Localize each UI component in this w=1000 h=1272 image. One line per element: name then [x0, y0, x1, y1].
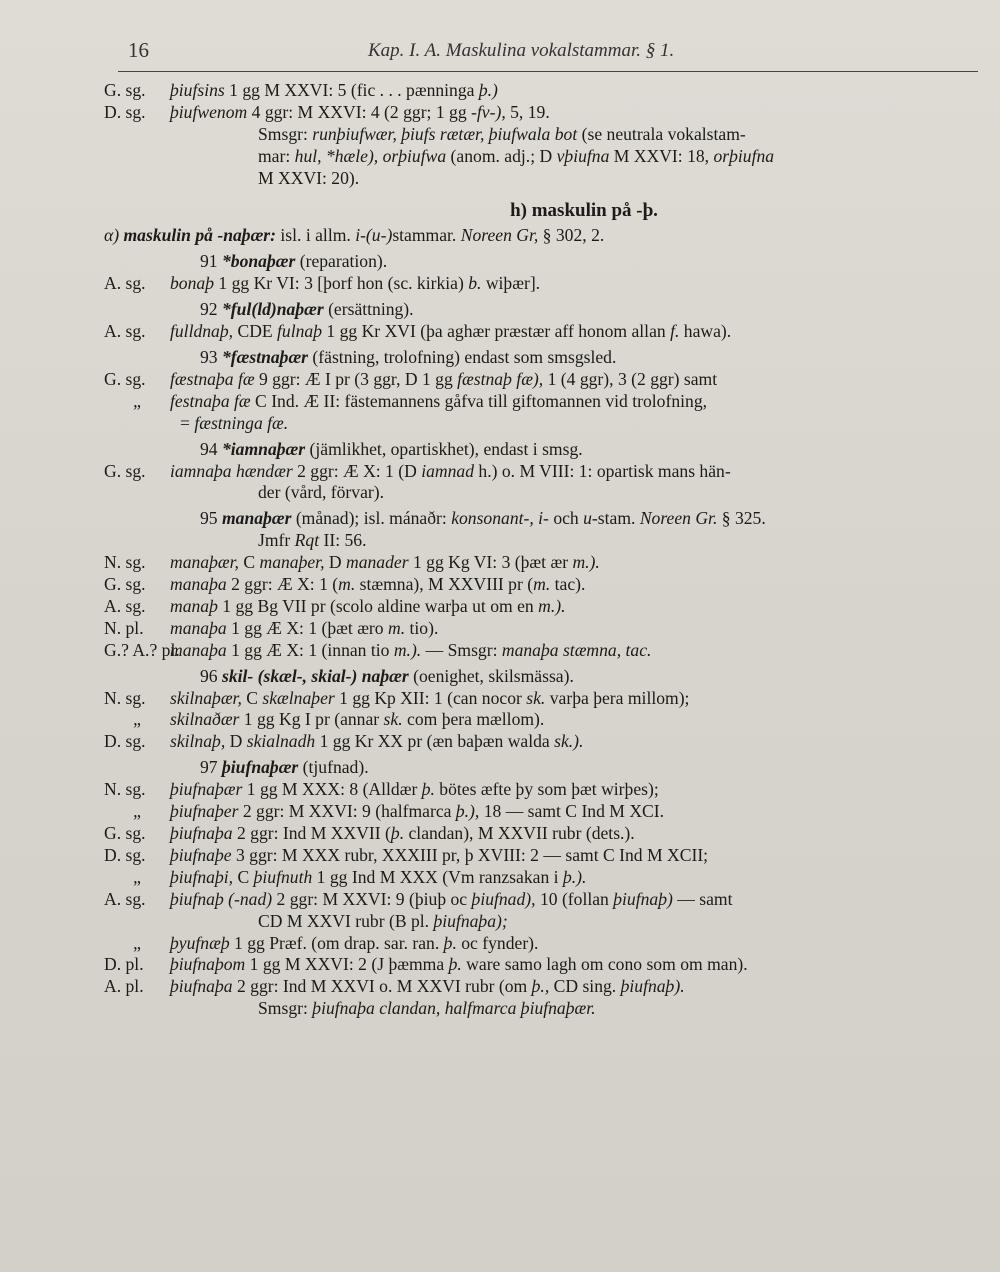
text-run: 1 (4 ggr), 3 (2 ggr) samt	[543, 368, 718, 389]
italic-form: b.	[468, 273, 482, 294]
text-run: C	[238, 552, 260, 573]
text-run: M XXVI: 18,	[609, 145, 714, 166]
section-heading: h) maskulin på -þ.	[510, 199, 658, 221]
text-line	[104, 251, 974, 273]
text-run: 1 gg M XXVI: 5 (fic . . . pænninga	[224, 80, 479, 100]
page-header	[118, 38, 978, 72]
italic-form: Noreen Gr.	[639, 508, 718, 529]
text-run: 92	[200, 299, 222, 320]
case-label: D. sg.	[104, 101, 146, 122]
text-run: 2 ggr: Æ X: 1 (D	[292, 460, 422, 481]
italic-form: fulldnaþ,	[170, 321, 234, 342]
italic-form: skialnadh	[246, 731, 316, 752]
text-run: M XXVI: 20).	[258, 167, 360, 188]
text-run: isl. i allm.	[276, 225, 356, 246]
headword: *fæstnaþær	[222, 346, 309, 367]
text-run: Smsgr:	[258, 123, 313, 144]
italic-form: hul, *hæle), orþiufwa	[294, 145, 447, 166]
text-line	[104, 369, 974, 391]
italic-form: sk.	[526, 687, 546, 708]
italic-form: þiufnad),	[471, 888, 536, 909]
text-run: 97	[200, 757, 222, 778]
text-line	[104, 273, 974, 295]
text-line	[104, 954, 974, 976]
italic-form: m.	[388, 617, 406, 638]
headword: manaþær	[222, 508, 292, 529]
italic-form: manaþer,	[259, 552, 325, 573]
italic-form: -fv-),	[471, 101, 506, 122]
case-label: G. sg.	[104, 574, 146, 595]
text-run: C	[241, 687, 263, 708]
italic-form: fæstninga fæ.	[194, 412, 289, 433]
text-run: 2 ggr: Ind M XXVI o. M XXVI rubr (om	[232, 976, 532, 997]
text-run: (se neutrala vokalstam-	[577, 123, 746, 144]
text-line	[104, 823, 974, 845]
italic-form: þiufnaþ).	[620, 976, 685, 997]
ditto-mark: „	[133, 801, 141, 822]
text-run: 94	[200, 438, 222, 459]
text-line	[104, 461, 974, 483]
text-run: (fästning, trolofning) endast som smsgsled.	[308, 346, 617, 367]
italic-form: Rqt	[294, 530, 320, 551]
italic-form: þ.	[443, 932, 457, 953]
text-run: II: 56.	[319, 530, 367, 551]
case-label: D. pl.	[104, 954, 144, 975]
italic-form: iamnad	[421, 460, 474, 481]
text-run: mar:	[258, 145, 295, 166]
case-label: N. sg.	[104, 552, 146, 573]
italic-form: þiufnaþa);	[433, 910, 508, 931]
text-run: (anom. adj.; D	[446, 145, 557, 166]
ditto-mark: „	[133, 932, 141, 953]
text-line	[104, 889, 974, 911]
text-line	[104, 933, 974, 955]
italic-form: runþiufwær, þiufs rætær, þiufwala bot	[312, 123, 578, 144]
text-run: oc fynder).	[456, 932, 539, 953]
text-line	[104, 976, 974, 998]
italic-form: manaþa	[170, 639, 227, 660]
italic-form: u	[583, 508, 592, 529]
text-line	[104, 391, 974, 413]
case-label: N. sg.	[104, 779, 146, 800]
text-line	[104, 439, 974, 461]
text-run: 91	[200, 251, 222, 272]
text-run: 9 ggr: Æ I pr (3 ggr, D 1 gg	[254, 368, 458, 389]
italic-form: skilnaþær,	[170, 687, 242, 708]
text-line	[104, 867, 974, 889]
italic-form: m.).	[538, 595, 566, 616]
case-label: G. sg.	[104, 460, 146, 481]
italic-form: konsonant-, i-	[451, 508, 549, 529]
text-line	[104, 80, 974, 102]
text-run: 1 gg Kr VI: 3 [þorf hon (sc. kirkia)	[213, 273, 469, 294]
text-line	[104, 552, 974, 574]
text-run: 93	[200, 346, 222, 367]
text-line	[104, 102, 974, 124]
text-run: D	[225, 731, 247, 752]
italic-form: þiufsins	[170, 80, 225, 100]
running-title: Kap. I. A. Maskulina vokalstammar. § 1.	[368, 40, 675, 61]
text-run: 1 gg Æ X: 1 (innan tio	[226, 639, 394, 660]
text-run: 1 gg Bg VII pr (scolo aldine warþa ut om en	[217, 595, 539, 616]
italic-form: skælnaþer	[262, 687, 335, 708]
text-run: 1 gg Kg I pr (annar	[239, 709, 384, 730]
text-run: 1 gg M XXX: 8 (Alldær	[242, 779, 422, 800]
text-run: 1 gg Kp XII: 1 (can nocor	[334, 687, 527, 708]
text-line	[104, 299, 974, 321]
italic-form: orþiufna	[713, 145, 775, 166]
case-label: N. pl.	[104, 617, 144, 638]
italic-form: þiufwenom	[170, 101, 248, 122]
italic-form: m.	[533, 574, 551, 595]
text-run: 95	[200, 508, 222, 529]
text-run: =	[180, 412, 195, 433]
italic-form: α)	[104, 225, 124, 246]
text-run: CD M XXVI rubr (B pl.	[258, 910, 434, 931]
text-line	[104, 709, 974, 731]
italic-form: þ.),	[455, 801, 480, 822]
text-line	[104, 618, 974, 640]
case-label: A. pl.	[104, 976, 144, 997]
italic-form: þiufnaþer	[170, 801, 239, 822]
case-label: N. sg.	[104, 687, 146, 708]
text-line	[104, 146, 974, 168]
text-run: stæmna), M XXVIII pr (	[355, 574, 534, 595]
italic-form: manaþ	[170, 595, 218, 616]
case-label: A. sg.	[104, 595, 146, 616]
italic-form: Noreen Gr,	[460, 225, 539, 246]
italic-form: þiufnaþa clandan, halfmarca þiufnaþær.	[312, 998, 596, 1019]
page-body	[104, 80, 974, 1020]
text-run: tio).	[405, 617, 439, 638]
text-line	[104, 998, 974, 1020]
italic-form: þ.	[390, 823, 405, 843]
case-label: G.? A.? pl.	[104, 639, 180, 660]
text-run: CDE	[233, 321, 278, 342]
text-run: hawa).	[679, 321, 732, 342]
text-run: 1 gg Kr XVI (þa aghær præstær aff honom allan	[322, 321, 671, 342]
text-run: 10 (follan	[535, 888, 614, 909]
text-run: tac).	[550, 574, 586, 595]
italic-form: þiufnuth	[253, 866, 313, 887]
case-label: G. sg.	[104, 823, 146, 843]
text-run: 2 ggr: M XXVI: 9 (halfmarca	[238, 801, 456, 822]
text-run: Smsgr:	[258, 998, 313, 1019]
text-line	[104, 688, 974, 710]
text-line	[104, 596, 974, 618]
text-run: 5, 19.	[505, 101, 550, 122]
headword: *ful(ld)naþær	[222, 299, 324, 320]
italic-form: m.).	[572, 552, 600, 573]
italic-form: þ.	[421, 779, 435, 800]
text-run: -stam.	[591, 508, 640, 529]
text-run: — samt	[672, 888, 733, 909]
italic-form: manaþa	[170, 574, 227, 595]
text-line	[104, 482, 974, 504]
italic-form: fæstnaþa fæ	[170, 368, 255, 389]
line-gap	[104, 190, 974, 194]
text-run: 1 gg Kr XX pr (æn baþæn walda	[315, 731, 555, 752]
text-line	[104, 168, 974, 190]
text-run: ware samo lagh om cono som om man).	[461, 954, 748, 975]
text-run: Jmfr	[258, 530, 295, 551]
text-run: § 302, 2.	[538, 225, 605, 246]
text-line	[104, 413, 974, 435]
italic-form: manaþa stæmna, tac.	[501, 639, 652, 660]
text-run: 1 gg Præf. (om drap. sar. ran.	[229, 932, 444, 953]
text-line	[104, 757, 974, 779]
text-run: 96	[200, 665, 222, 686]
italic-form: i-(u-)	[355, 225, 393, 246]
italic-form: f.	[670, 321, 680, 342]
headword: þiufnaþær	[222, 757, 299, 778]
case-label: G. sg.	[104, 80, 146, 100]
text-run: (oenighet, skilsmässa).	[408, 665, 574, 686]
case-label: G. sg.	[104, 368, 146, 389]
text-run: 2 ggr: Æ X: 1 (	[226, 574, 339, 595]
italic-form: þ.).	[562, 866, 587, 887]
italic-form: þiufnaþ)	[613, 888, 673, 909]
text-line	[104, 225, 974, 247]
case-label: D. sg.	[104, 731, 146, 752]
italic-form: sk.).	[554, 731, 584, 752]
italic-form: þiufnaþ (-nad)	[170, 888, 273, 909]
text-run: com þera mællom).	[402, 709, 545, 730]
ditto-mark: „	[133, 709, 141, 730]
text-run: D	[324, 552, 346, 573]
italic-form: manaþær,	[170, 552, 239, 573]
italic-form: vþiufna	[556, 145, 610, 166]
italic-form: fulnaþ	[277, 321, 323, 342]
text-run: (jämlikhet, opartiskhet), endast i smsg.	[305, 438, 583, 459]
text-run: (ersättning).	[323, 299, 414, 320]
italic-form: þyufnæþ	[170, 932, 230, 953]
text-line	[104, 801, 974, 823]
italic-form: þiufnaþa	[170, 976, 233, 997]
italic-form: sk.	[383, 709, 403, 730]
text-line	[104, 347, 974, 369]
text-run: 4 ggr: M XXVI: 4 (2 ggr; 1 gg	[247, 101, 472, 122]
case-label: A. sg.	[104, 321, 146, 342]
italic-form: þiufnaþom	[170, 954, 246, 975]
italic-form: þ.	[448, 954, 462, 975]
italic-form: manader	[346, 552, 409, 573]
headword: skil- (skæl-, skial-) naþær	[222, 665, 409, 686]
italic-form: skilnaþ,	[170, 731, 226, 752]
italic-form: fæstnaþ fæ),	[457, 368, 544, 389]
text-run: 2 ggr: Ind M XXVII (	[232, 823, 391, 843]
italic-form: skilnaðær	[170, 709, 240, 730]
text-run: och	[548, 508, 584, 529]
headword: *bonaþær	[222, 251, 296, 272]
text-line	[104, 779, 974, 801]
italic-form: bonaþ	[170, 273, 214, 294]
text-run: 1 gg Ind M XXX (Vm ranzsakan i	[312, 866, 563, 887]
text-run: h.) o. M VIII: 1: opartisk mans hän-	[474, 460, 731, 481]
text-run: varþa þera millom);	[545, 687, 690, 708]
text-run: (tjufnad).	[298, 757, 369, 778]
case-label: A. sg.	[104, 273, 146, 294]
text-run: 3 ggr: M XXX rubr, XXXIII pr, þ XVIII: 2 — samt C Ind M XCII;	[231, 844, 709, 865]
text-run: C	[233, 866, 254, 887]
case-label: D. sg.	[104, 844, 146, 865]
text-run: C Ind. Æ II: fästemannens gåfva till giftomannen vid trolofning,	[250, 390, 708, 411]
italic-form: þ.,	[531, 976, 550, 997]
italic-form: m.).	[393, 639, 422, 660]
text-run: (reparation).	[295, 251, 388, 272]
italic-form: þ.)	[478, 80, 498, 100]
italic-form: þiufnaþær	[170, 779, 243, 800]
header-rule	[118, 71, 978, 72]
text-run: 1 gg Kg VI: 3 (þæt ær	[408, 552, 573, 573]
text-run: 18 — samt C Ind M XCI.	[479, 801, 665, 822]
text-line	[104, 640, 974, 662]
italic-form: iamnaþa hændær	[170, 460, 293, 481]
text-line	[104, 911, 974, 933]
headword: *iamnaþær	[222, 438, 306, 459]
text-run: (månad); isl. mánaðr:	[291, 508, 452, 529]
italic-form: þiufnaþi,	[170, 866, 234, 887]
text-line	[104, 845, 974, 867]
text-line	[104, 321, 974, 343]
ditto-mark: „	[133, 866, 141, 887]
text-run: 2 ggr: M XXVI: 9 (þiuþ oc	[272, 888, 472, 909]
page-number: 16	[128, 38, 149, 62]
text-run: 1 gg M XXVI: 2 (J þæmma	[245, 954, 449, 975]
headword: maskulin på -naþær:	[123, 225, 277, 246]
text-run: der (vård, förvar).	[258, 482, 385, 503]
italic-form: þiufnaþe	[170, 844, 232, 865]
text-line	[104, 731, 974, 753]
italic-form: manaþa	[170, 617, 227, 638]
text-run: — Smsgr:	[421, 639, 502, 660]
text-line	[104, 666, 974, 688]
text-run: clandan), M XXVII rubr (dets.).	[404, 823, 635, 843]
text-run: wiþær].	[481, 273, 541, 294]
case-label: A. sg.	[104, 888, 146, 909]
text-run: 1 gg Æ X: 1 (þæt æro	[226, 617, 388, 638]
text-run: CD sing.	[549, 976, 621, 997]
text-line	[104, 530, 974, 552]
text-run: § 325.	[717, 508, 766, 529]
italic-form: m.	[338, 574, 356, 595]
text-run: bötes æfte þy som þæt wirþes);	[434, 779, 659, 800]
italic-form: þiufnaþa	[170, 823, 233, 843]
text-line	[104, 574, 974, 596]
text-run: stammar.	[392, 225, 461, 246]
ditto-mark: „	[133, 390, 141, 411]
text-line	[104, 124, 974, 146]
text-line	[104, 508, 974, 530]
italic-form: festnaþa fæ	[170, 390, 251, 411]
